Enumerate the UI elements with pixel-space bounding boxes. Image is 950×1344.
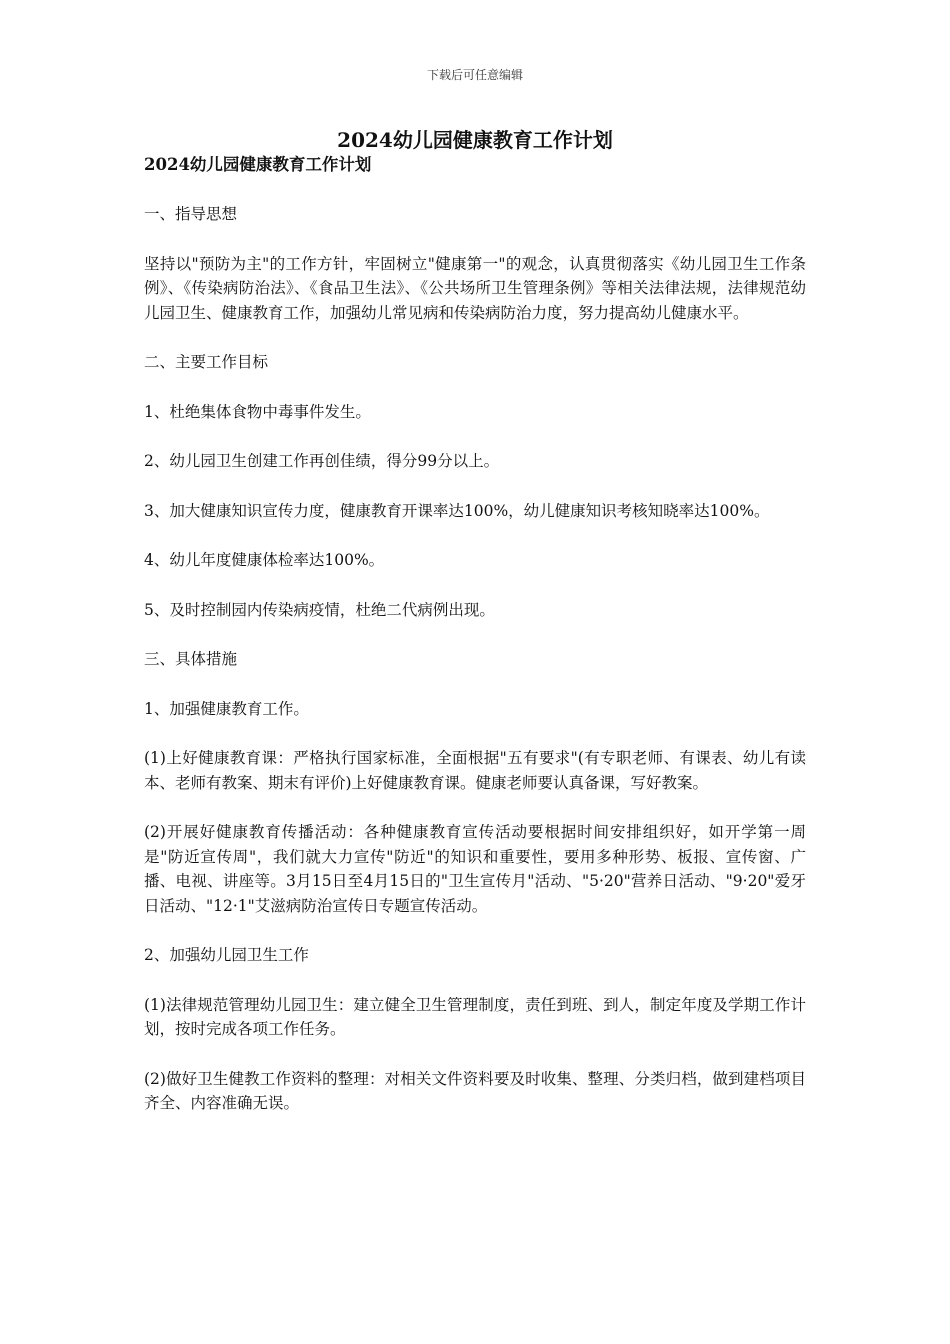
paragraph: (1)法律规范管理幼儿园卫生：建立健全卫生管理制度，责任到班、到人，制定年度及学期工作计划，按时完成各项工作任务。 — [144, 995, 806, 1038]
section-heading-measures: 三、具体措施 — [144, 650, 238, 668]
document-subtitle: 2024幼儿园健康教育工作计划 — [144, 155, 372, 174]
paragraph: (1)上好健康教育课：严格执行国家标准，全面根据"五有要求"(有专职老师、有课表、幼儿有读本、老师有教案、期末有评价)上好健康教育课。健康老师要认真备课，写好教案。 — [144, 749, 806, 792]
list-item: 2、幼儿园卫生创建工作再创佳绩，得分99分以上。 — [144, 452, 500, 470]
paragraph: (2)开展好健康教育传播活动：各种健康教育宣传活动要根据时间安排组织好，如开学第一周是"防近宣传周"，我们就大力宣传"防近"的知识和重要性，要用多种形势、板报、宣传窗、广播、电视、讲座等。3月15日至4月15日的"卫生宣传月"活动、"5·20"营养日活动、"9·20"爱牙日活动、"12·1"艾滋病防治宣传日专题宣传活动。 — [144, 823, 806, 915]
list-item: 1、杜绝集体食物中毒事件发生。 — [144, 402, 371, 421]
section-heading-main-goals: 二、主要工作目标 — [144, 353, 269, 371]
header-note: 下载后可任意编辑 — [426, 68, 523, 82]
subsection-heading: 2、加强幼儿园卫生工作 — [144, 946, 309, 964]
section-heading-guiding-ideology: 一、指导思想 — [144, 205, 238, 223]
subsection-heading: 1、加强健康教育工作。 — [144, 699, 309, 718]
document-title: 2024幼儿园健康教育工作计划 — [337, 128, 613, 152]
list-item: 4、幼儿年度健康体检率达100%。 — [144, 551, 385, 569]
paragraph: 坚持以"预防为主"的工作方针，牢固树立"健康第一"的观念，认真贯彻落实《幼儿园卫生工作条例》、《传染病防治法》、《食品卫生法》、《公共场所卫生管理条例》等相关法律法规，法律规范幼儿园卫生、健康教育工作，加强幼儿常见病和传染病防治力度，努力提高幼儿健康水平。 — [144, 254, 806, 322]
list-item: 5、及时控制园内传染病疫情，杜绝二代病例出现。 — [144, 600, 495, 619]
list-item: 3、加大健康知识宣传力度，健康教育开课率达100%，幼儿健康知识考核知晓率达100%。 — [144, 501, 770, 520]
paragraph: (2)做好卫生健教工作资料的整理：对相关文件资料要及时收集、整理、分类归档，做到建档项目齐全、内容准确无误。 — [144, 1069, 806, 1112]
document-body — [144, 152, 806, 1141]
